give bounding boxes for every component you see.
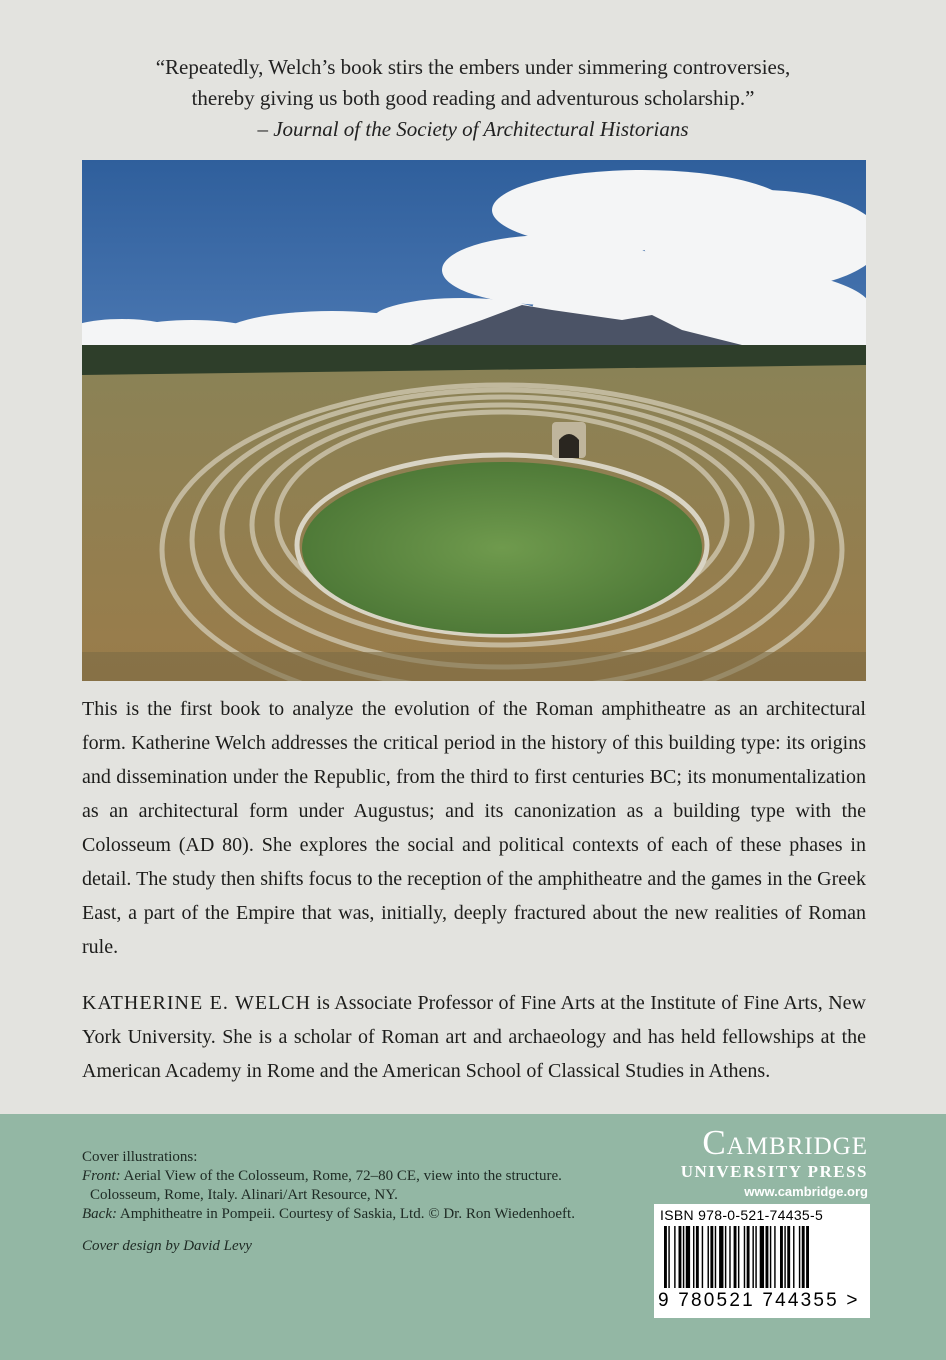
barcode-bar bbox=[774, 1226, 775, 1288]
barcode-bar bbox=[780, 1226, 783, 1288]
barcode-bar bbox=[747, 1226, 750, 1288]
isbn-barcode-box bbox=[654, 1204, 870, 1318]
barcode-bar bbox=[702, 1226, 703, 1288]
author-bio bbox=[82, 986, 866, 1088]
barcode-bar bbox=[766, 1226, 769, 1288]
book-description: This is the first book to analyze the evolution of the Roman amphitheatre as an architectural form. Katherine Welch addresses the critical period in the history of this building type: its origins and dissemination under the Republic, from the third to first centuries BC; its monumentalization as an architectural form under Augustus; and its canonization as a building type with the Colosseum (AD 80). She explores the social and political contexts of each of these phases in detail. The study then shifts focus to the reception of the amphitheatre and the games in the Greek East, a part of the Empire that was, initially, deeply fractured about the new realities of Roman rule. bbox=[82, 698, 866, 958]
barcode-bar bbox=[787, 1226, 790, 1288]
barcode-bar bbox=[752, 1226, 753, 1288]
back-label: Back: bbox=[82, 1206, 117, 1222]
author-bio-text: is Associate Professor of Fine Arts at the Institute of Fine Arts, New York University. She is a scholar of Roman art and archaeology and has held fellowships at the American Academy in Rome and the American School of Classical Studies in Athens. bbox=[82, 992, 867, 1082]
barcode-bar bbox=[784, 1226, 785, 1288]
publisher-press: UNIVERSITY PRESS bbox=[680, 1162, 868, 1181]
footer-band bbox=[0, 1114, 946, 1360]
barcode-bar bbox=[734, 1226, 737, 1288]
quote-attribution: – Journal of the Society of Architectural Historians bbox=[257, 117, 689, 141]
barcode-bar bbox=[799, 1226, 800, 1288]
barcode-bar bbox=[693, 1226, 694, 1288]
barcode-bar bbox=[674, 1226, 675, 1288]
front-text: Aerial View of the Colosseum, Rome, 72–80 CE, view into the structure. bbox=[120, 1168, 562, 1184]
credit-front bbox=[82, 1167, 642, 1186]
barcode-bar bbox=[710, 1226, 713, 1288]
back-text: Amphitheatre in Pompeii. Courtesy of Saskia, Ltd. © Dr. Ron Wiedenhoeft. bbox=[116, 1206, 575, 1222]
barcode-bar bbox=[760, 1226, 764, 1288]
barcode-bar bbox=[738, 1226, 739, 1288]
front-label: Front: bbox=[82, 1168, 121, 1184]
barcode-digits: 9 780521 744355 > bbox=[658, 1290, 860, 1311]
barcode-bar bbox=[725, 1226, 726, 1288]
barcode-bar bbox=[793, 1226, 794, 1288]
cover-credits bbox=[82, 1148, 642, 1256]
review-quote bbox=[80, 52, 866, 145]
barcode-bar bbox=[806, 1226, 809, 1288]
barcode-bar bbox=[683, 1226, 684, 1288]
barcode-bar bbox=[770, 1226, 771, 1288]
author-name: KATHERINE E. WELCH bbox=[82, 992, 312, 1014]
barcode bbox=[662, 1226, 862, 1288]
barcode-bar bbox=[679, 1226, 682, 1288]
publisher-name: Cambridge bbox=[702, 1123, 868, 1162]
credit-back bbox=[82, 1205, 642, 1224]
publisher-url: www.cambridge.org bbox=[744, 1184, 868, 1199]
quote-line-1: “Repeatedly, Welch’s book stirs the embers under simmering controversies, bbox=[155, 55, 791, 79]
barcode-bar bbox=[729, 1226, 730, 1288]
barcode-bar bbox=[802, 1226, 805, 1288]
barcode-bar bbox=[708, 1226, 709, 1288]
isbn-label: ISBN 978-0-521-74435-5 bbox=[660, 1207, 824, 1223]
barcode-bar bbox=[696, 1226, 699, 1288]
barcode-bar bbox=[686, 1226, 690, 1288]
quote-line-2: thereby giving us both good reading and adventurous scholarship.” bbox=[191, 86, 755, 110]
barcode-bar bbox=[719, 1226, 723, 1288]
credit-front-continued: Colosseum, Rome, Italy. Alinari/Art Resource, NY. bbox=[90, 1187, 398, 1203]
barcode-bar bbox=[715, 1226, 716, 1288]
publisher-logo bbox=[681, 1124, 868, 1202]
cover-design-credit: Cover design by David Levy bbox=[82, 1238, 252, 1254]
barcode-bar bbox=[744, 1226, 745, 1288]
amphitheatre-photo bbox=[82, 160, 866, 681]
barcode-bar bbox=[668, 1226, 669, 1288]
credits-heading: Cover illustrations: bbox=[82, 1149, 198, 1165]
barcode-bar bbox=[664, 1226, 667, 1288]
barcode-bar bbox=[755, 1226, 756, 1288]
